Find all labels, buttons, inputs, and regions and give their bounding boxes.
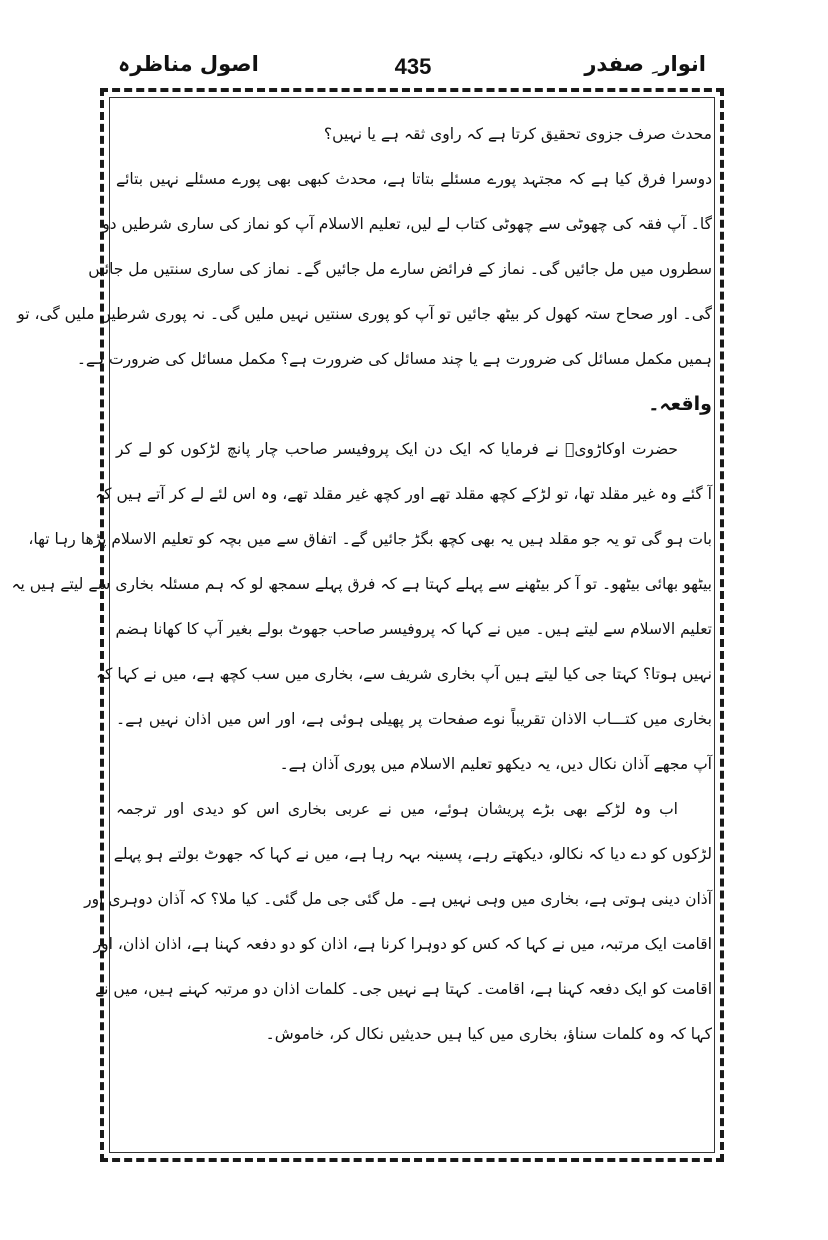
text-line: سطروں میں مل جائیں گی۔ نماز کے فرائض سارے مل جائیں گے۔ نماز کی ساری سنتیں مل جائیں xyxy=(88,260,712,278)
page-number: 435 xyxy=(394,54,432,79)
section-heading: واقعہ۔ xyxy=(648,393,712,415)
text-line: نہیں ہوتا؟ کہتا جی کیا لیتے ہیں آپ بخاری شریف سے، بخاری میں سب کچھ ہے، میں نے کہا کہ xyxy=(95,665,712,683)
text-line: لڑکوں کو دے دیا کہ نکالو، دیکھتے رہے، پسینہ بہہ رہا ہے، میں نے کہا کہ جھوٹ بولتے ہو پہلے xyxy=(113,845,712,863)
book-title: انوار ِ صفدر xyxy=(584,52,706,76)
text-line: گی۔ اور صحاح ستہ کھول کر بیٹھ جائیں تو آپ کو پوری سنتیں نہیں ملیں گی۔ نہ پوری شرطیں ملیں گی، تو xyxy=(17,305,712,323)
text-line: اقامت ایک مرتبہ، میں نے کہا کہ کس کو دوہرا کرنا ہے، اذان کو دو دفعہ کہنا ہے، اذان اذان، اور xyxy=(93,935,712,953)
text-line: حضرت اوکاڑویؒ نے فرمایا کہ ایک دن ایک پروفیسر صاحب چار پانچ لڑکوں کو لے کر xyxy=(116,440,678,458)
text-line: کہا کہ وہ کلمات سناؤ، بخاری میں کیا ہیں حدیثیں نکال کر، خاموش۔ xyxy=(265,1025,712,1043)
text-line: محدث صرف جزوی تحقیق کرتا ہے کہ راوی ثقہ ہے یا نہیں؟ xyxy=(323,125,712,143)
text-line: آذان دینی ہوتی ہے، بخاری میں وہی نہیں ہے۔ مل گئی جی مل گئی۔ کیا ملا؟ کہ آذان دوہری اور xyxy=(84,890,712,908)
text-line: ہمیں مکمل مسائل کی ضرورت ہے یا چند مسائل کی ضرورت ہے؟ مکمل مسائل کی ضرورت ہے۔ xyxy=(76,350,712,368)
page-header xyxy=(110,48,716,88)
text-line: اب وہ لڑکے بھی بڑے پریشان ہوئے، میں نے عربی بخاری اس کو دیدی اور ترجمہ xyxy=(116,800,678,818)
text-line: آ گئے وہ غیر مقلد تھا، تو لڑکے کچھ مقلد تھے اور کچھ غیر مقلد تھے، وہ اس لئے لے کر آتے ہیں کہ xyxy=(95,485,712,503)
text-line: بات ہو گی تو یہ جو مقلد ہیں یہ بھی کچھ بگڑ جائیں گے۔ اتفاق سے میں بچہ کو تعلیم الاسلام پڑھا رہا تھا، xyxy=(28,530,712,548)
chapter-title: اصول مناظرہ xyxy=(118,52,259,76)
text-line: دوسرا فرق کیا ہے کہ مجتہد پورے مسئلے بتاتا ہے، محدث کبھی بھی پورے مسئلے نہیں بتائے xyxy=(116,170,712,188)
page-body xyxy=(11,112,712,1057)
text-line: اقامت کو ایک دفعہ کہنا ہے، اقامت۔ کہتا ہے نہیں جی۔ کلمات اذان دو مرتبہ کہنے ہیں، میں نے xyxy=(95,980,712,998)
text-line: گا۔ آپ فقہ کی چھوٹی سے چھوٹی کتاب لے لیں، تعلیم الاسلام آپ کو نماز کی ساری شرطیں دو xyxy=(102,215,712,233)
text-line: تعلیم الاسلام سے لیتے ہیں۔ میں نے کہا کہ پروفیسر صاحب جھوٹ بولے بغیر آپ کا کھانا ہضم xyxy=(115,620,712,638)
text-line: آپ مجھے آذان نکال دیں، یہ دیکھو تعلیم الاسلام میں پوری آذان ہے۔ xyxy=(279,755,712,773)
text-line: بیٹھو بھائی بیٹھو۔ تو آ کر بیٹھنے سے پہلے کہتا ہے کہ فرق پہلے سمجھ لو کہ ہم مسئلہ بخاری سے لیتے ہیں یہ xyxy=(11,575,712,593)
text-line: بخاری میں کتـــاب الاذان تقریباً نوے صفحات پر پھیلی ہوئی ہے، اور اس میں اذان نہیں ہے۔ xyxy=(116,710,712,728)
